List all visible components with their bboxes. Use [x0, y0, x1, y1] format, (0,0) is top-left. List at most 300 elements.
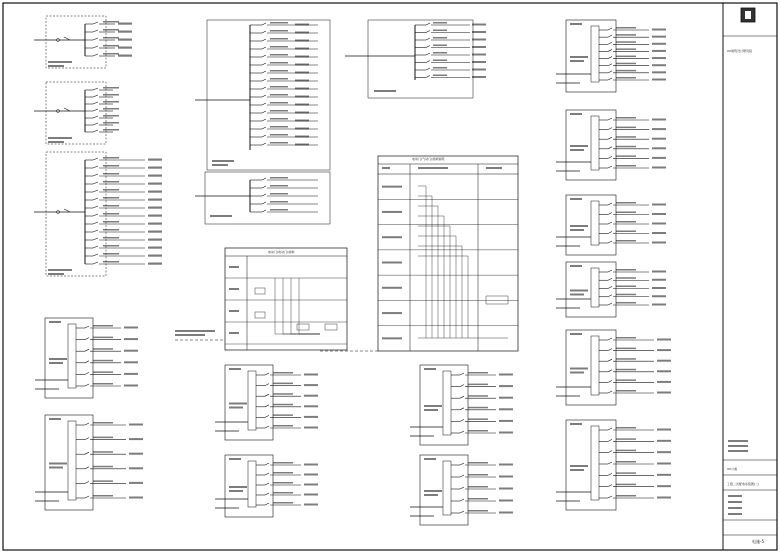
label-text-mark [652, 304, 666, 306]
label-text-mark [382, 186, 402, 188]
label-text-mark [616, 117, 636, 119]
label-text-mark [424, 458, 436, 460]
label-text-mark [652, 287, 666, 289]
table-title-door-control: 电动门(电动门)控制 [268, 250, 295, 254]
label-text-mark [148, 231, 162, 233]
title-block-drawing-title: 工程二次配电系统图(二) [727, 482, 760, 486]
label-text-mark [48, 65, 64, 67]
distribution-panel [410, 365, 513, 445]
label-text-mark [616, 155, 636, 157]
label-text-mark [304, 427, 318, 429]
label-text-mark [273, 404, 293, 406]
label-text-mark [433, 45, 447, 47]
label-text-mark [472, 24, 486, 26]
label-text-mark [148, 175, 162, 177]
label-text-mark [570, 372, 584, 374]
label-text-mark [657, 485, 671, 487]
label-text-mark [103, 29, 119, 31]
label-text-mark [103, 173, 119, 175]
label-text-mark [103, 213, 119, 215]
label-text-mark [424, 409, 438, 411]
label-text-mark [652, 71, 666, 73]
label-text-mark [616, 461, 636, 463]
title-block-project: XX公寓 [727, 467, 738, 471]
label-text-mark [616, 202, 636, 204]
label-text-mark [616, 146, 636, 148]
label-text-mark [728, 507, 742, 509]
label-text-mark [295, 136, 309, 138]
label-text-mark [382, 167, 390, 169]
label-text-mark [499, 432, 513, 434]
label-text-mark [499, 385, 513, 387]
label-text-mark [652, 29, 666, 31]
label-text-mark [382, 211, 402, 213]
label-text-mark [103, 205, 119, 207]
label-text-mark [616, 77, 636, 79]
label-text-mark [103, 165, 119, 167]
label-text-mark [229, 368, 241, 370]
label-text-mark [148, 239, 162, 241]
label-text-mark [657, 360, 671, 362]
label-text-mark [229, 288, 239, 290]
label-text-mark [273, 414, 293, 416]
label-text-mark [472, 61, 486, 63]
label-text-mark [652, 79, 666, 81]
label-text-mark [433, 67, 447, 69]
label-text-mark [270, 185, 288, 187]
label-text-mark [124, 338, 138, 340]
label-text-mark [148, 191, 162, 193]
label-text-mark [103, 253, 119, 255]
label-text-mark [652, 242, 666, 244]
label-text-mark [103, 53, 119, 55]
label-text-mark [103, 115, 119, 117]
label-text-mark [129, 497, 143, 499]
label-text-mark [652, 157, 666, 159]
label-text-mark [295, 24, 309, 26]
label-text-mark [468, 430, 488, 432]
label-text-mark [93, 360, 113, 362]
label-text-mark [570, 198, 582, 200]
label-text-mark [657, 440, 671, 442]
label-text-mark [212, 164, 228, 166]
label-text-mark [295, 64, 309, 66]
label-text-mark [295, 48, 309, 50]
label-text-mark [93, 348, 113, 350]
distribution-panel [556, 20, 666, 92]
label-text-mark [652, 213, 666, 215]
label-text-mark [229, 407, 243, 409]
label-text-mark [652, 138, 666, 140]
label-text-mark [486, 167, 502, 169]
title-block [723, 8, 777, 535]
label-text-mark [570, 294, 584, 296]
label-text-mark [270, 177, 288, 179]
label-text-mark [295, 144, 309, 146]
label-text-mark [148, 223, 162, 225]
label-text-mark [499, 500, 513, 502]
label-text-mark [304, 405, 318, 407]
title-block-sheet-no: 电施-5 [752, 539, 764, 544]
label-text-mark [273, 462, 293, 464]
title-block-company: XX建筑设计研究院 [727, 49, 753, 53]
label-text-mark [124, 361, 138, 363]
label-text-mark [570, 149, 584, 151]
label-text-mark [616, 286, 636, 288]
label-text-mark [652, 167, 666, 169]
label-text-mark [468, 395, 488, 397]
label-text-mark [103, 157, 119, 159]
label-text-mark [499, 420, 513, 422]
label-text-mark [616, 438, 636, 440]
distribution-panel [34, 152, 162, 276]
label-text-mark [229, 266, 239, 268]
label-text-mark [433, 30, 447, 32]
label-text-mark [304, 374, 318, 376]
label-text-mark [616, 221, 636, 223]
label-text-mark [616, 34, 636, 36]
label-text-mark [424, 405, 442, 407]
distribution-panel [556, 420, 671, 510]
label-text-mark [124, 373, 138, 375]
label-text-mark [616, 136, 636, 138]
distribution-panel [345, 20, 486, 98]
label-text-mark [616, 337, 636, 339]
label-text-mark [424, 368, 436, 370]
label-text-mark [148, 255, 162, 257]
label-text-mark [652, 119, 666, 121]
label-text-mark [728, 440, 748, 442]
label-text-mark [270, 54, 288, 56]
label-text-mark [118, 47, 132, 49]
label-text-mark [616, 269, 636, 271]
label-text-mark [657, 429, 671, 431]
label-text-mark [499, 408, 513, 410]
label-text-mark [270, 201, 288, 203]
label-text-mark [270, 118, 288, 120]
label-text-mark [103, 189, 119, 191]
label-text-mark [270, 102, 288, 104]
label-text-mark [229, 490, 243, 492]
label-text-mark [728, 495, 742, 497]
drawing-border [3, 3, 777, 550]
label-text-mark [304, 384, 318, 386]
distribution-panel [34, 82, 119, 144]
label-text-mark [304, 494, 318, 496]
label-text-mark [570, 229, 584, 231]
label-text-mark [93, 337, 113, 339]
label-text-mark [499, 488, 513, 490]
label-text-mark [652, 223, 666, 225]
label-text-mark [49, 358, 67, 360]
label-text-mark [270, 142, 288, 144]
label-text-mark [570, 56, 588, 58]
label-text-mark [468, 510, 488, 512]
label-text-mark [468, 486, 488, 488]
label-text-mark [118, 55, 132, 57]
label-text-mark [570, 469, 584, 471]
label-text-mark [124, 327, 138, 329]
label-text-mark [652, 36, 666, 38]
label-text-mark [616, 165, 636, 167]
label-text-mark [382, 236, 402, 238]
label-text-mark [295, 88, 309, 90]
label-text-mark [212, 160, 234, 162]
distribution-panel [556, 330, 671, 405]
label-text-mark [270, 94, 288, 96]
label-text-mark [273, 482, 293, 484]
label-text-mark [103, 129, 119, 131]
label-text-mark [652, 50, 666, 52]
distribution-panels [34, 16, 671, 525]
label-text-mark [652, 43, 666, 45]
label-text-mark [304, 395, 318, 397]
label-text-mark [472, 39, 486, 41]
label-text-mark [616, 63, 636, 65]
label-text-mark [148, 159, 162, 161]
label-text-mark [472, 69, 486, 71]
label-text-mark [270, 209, 288, 211]
distribution-panel [556, 262, 666, 317]
label-text-mark [48, 141, 64, 143]
label-text-mark [129, 453, 143, 455]
label-text-mark [103, 37, 119, 39]
label-text-mark [652, 295, 666, 297]
label-text-mark [93, 480, 113, 482]
label-text-mark [570, 225, 588, 227]
label-text-mark [616, 427, 636, 429]
label-text-mark [382, 337, 402, 339]
label-text-mark [103, 122, 119, 124]
label-text-mark [273, 393, 293, 395]
control-table-1 [175, 248, 347, 350]
label-text-mark [652, 64, 666, 66]
label-text-mark [273, 425, 293, 427]
table-title-pneumatic-door: 电动门(气动门)控制说明 [412, 157, 445, 161]
label-text-mark [616, 379, 636, 381]
label-text-mark [652, 147, 666, 149]
label-text-mark [570, 60, 584, 62]
label-text-mark [652, 204, 666, 206]
label-text-mark [175, 330, 215, 332]
label-text-mark [616, 277, 636, 279]
label-text-mark [148, 263, 162, 265]
label-text-mark [657, 349, 671, 351]
label-text-mark [657, 463, 671, 465]
label-text-mark [374, 90, 396, 92]
label-text-mark [472, 31, 486, 33]
label-text-mark [118, 23, 132, 25]
label-text-mark [103, 245, 119, 247]
label-text-mark [210, 215, 232, 217]
label-text-mark [570, 145, 588, 147]
label-text-mark [270, 134, 288, 136]
label-text-mark [728, 513, 742, 515]
label-text-mark [657, 497, 671, 499]
label-text-mark [273, 502, 293, 504]
label-text-mark [49, 467, 63, 469]
label-text-mark [570, 290, 588, 292]
label-text-mark [433, 75, 447, 77]
control-tables [175, 156, 518, 351]
label-text-mark [468, 384, 488, 386]
label-text-mark [148, 207, 162, 209]
distribution-panel [35, 415, 143, 510]
label-text-mark [124, 385, 138, 387]
label-text-mark [295, 112, 309, 114]
label-text-mark [93, 422, 113, 424]
label-text-mark [229, 310, 239, 312]
label-text-mark [103, 94, 119, 96]
label-text-mark [616, 70, 636, 72]
label-text-mark [103, 197, 119, 199]
label-text-mark [304, 504, 318, 506]
label-text-mark [657, 392, 671, 394]
label-text-mark [273, 383, 293, 385]
label-text-mark [148, 183, 162, 185]
label-text-mark [433, 37, 447, 39]
label-text-mark [616, 27, 636, 29]
label-text-mark [229, 486, 247, 488]
label-text-mark [273, 472, 293, 474]
label-text-mark [103, 21, 119, 23]
label-text-mark [270, 110, 288, 112]
label-text-mark [433, 22, 447, 24]
label-text-mark [270, 86, 288, 88]
label-text-mark [103, 45, 119, 47]
label-text-mark [229, 332, 239, 334]
label-text-mark [118, 31, 132, 33]
label-text-mark [148, 199, 162, 201]
label-text-mark [424, 494, 438, 496]
label-text-mark [295, 104, 309, 106]
label-text-mark [468, 407, 488, 409]
label-text-mark [468, 474, 488, 476]
label-text-mark [295, 120, 309, 122]
distribution-panel [556, 110, 666, 180]
label-text-mark [468, 498, 488, 500]
label-text-mark [304, 474, 318, 476]
label-text-mark [295, 96, 309, 98]
label-text-mark [616, 302, 636, 304]
label-text-mark [295, 32, 309, 34]
label-text-mark [616, 450, 636, 452]
label-text-mark [616, 294, 636, 296]
label-text-mark [129, 424, 143, 426]
label-text-mark [148, 215, 162, 217]
label-text-mark [48, 137, 72, 139]
label-text-mark [468, 418, 488, 420]
label-text-mark [103, 229, 119, 231]
label-text-mark [382, 287, 402, 289]
label-text-mark [468, 462, 488, 464]
label-text-mark [472, 54, 486, 56]
label-text-mark [652, 279, 666, 281]
label-text-mark [270, 30, 288, 32]
label-text-mark [616, 348, 636, 350]
label-text-mark [657, 370, 671, 372]
label-text-mark [93, 437, 113, 439]
label-text-mark [657, 339, 671, 341]
label-text-mark [499, 374, 513, 376]
label-text-mark [499, 464, 513, 466]
label-text-mark [273, 492, 293, 494]
label-text-mark [570, 368, 588, 370]
label-text-mark [424, 490, 442, 492]
label-text-mark [49, 463, 67, 465]
label-text-mark [118, 39, 132, 41]
label-text-mark [728, 450, 748, 452]
label-text-mark [129, 482, 143, 484]
label-text-mark [304, 484, 318, 486]
label-text-mark [616, 484, 636, 486]
label-text-mark [382, 262, 402, 264]
label-text-mark [103, 221, 119, 223]
label-text-mark [93, 325, 113, 327]
label-text-mark [304, 416, 318, 418]
label-text-mark [657, 474, 671, 476]
label-text-mark [49, 362, 63, 364]
label-text-mark [103, 108, 119, 110]
label-text-mark [616, 472, 636, 474]
label-text-mark [93, 371, 113, 373]
label-text-mark [570, 465, 588, 467]
label-text-mark [652, 232, 666, 234]
label-text-mark [616, 495, 636, 497]
label-text-mark [270, 70, 288, 72]
label-text-mark [570, 333, 582, 335]
label-text-mark [93, 495, 113, 497]
label-text-mark [657, 381, 671, 383]
label-text-mark [728, 501, 742, 503]
distribution-panel [195, 20, 330, 170]
label-text-mark [103, 101, 119, 103]
label-text-mark [103, 237, 119, 239]
label-text-mark [48, 273, 64, 275]
label-text-mark [48, 61, 72, 63]
label-text-mark [468, 372, 488, 374]
label-text-mark [93, 451, 113, 453]
label-text-mark [616, 127, 636, 129]
distribution-panel [195, 172, 330, 224]
label-text-mark [270, 46, 288, 48]
control-table-2 [320, 156, 518, 351]
label-text-mark [382, 312, 402, 314]
label-text-mark [48, 269, 72, 271]
label-text-mark [270, 22, 288, 24]
label-text-mark [103, 87, 119, 89]
label-text-mark [270, 126, 288, 128]
label-text-mark [616, 212, 636, 214]
label-text-mark [652, 271, 666, 273]
label-text-mark [295, 72, 309, 74]
label-text-mark [295, 56, 309, 58]
label-text-mark [229, 458, 241, 460]
label-text-mark [652, 57, 666, 59]
label-text-mark [570, 113, 582, 115]
distribution-panel [410, 455, 513, 525]
label-text-mark [273, 372, 293, 374]
label-text-mark [616, 56, 636, 58]
label-text-mark [418, 167, 448, 169]
label-text-mark [570, 23, 582, 25]
label-text-mark [616, 358, 636, 360]
label-text-mark [499, 512, 513, 514]
label-text-mark [499, 476, 513, 478]
label-text-mark [472, 46, 486, 48]
label-text-mark [570, 265, 582, 267]
label-text-mark [129, 438, 143, 440]
